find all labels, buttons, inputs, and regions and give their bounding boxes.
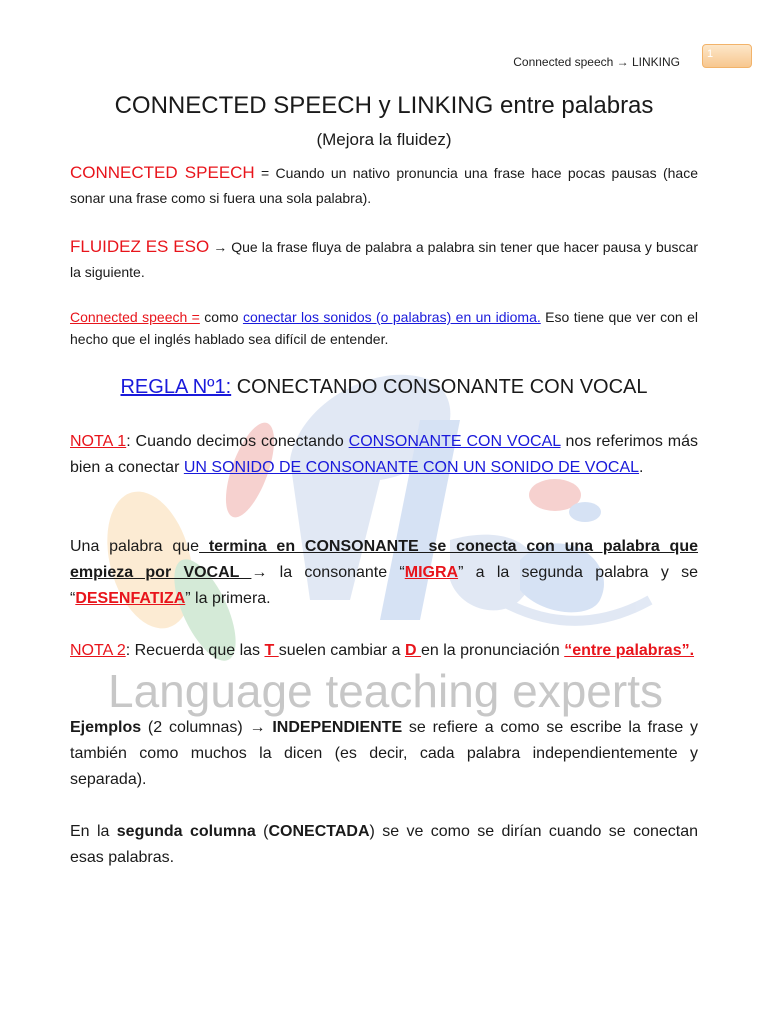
nota-1-text-c: nos referimos más bien a conectar [70, 433, 698, 476]
second-column-text-e: ) se ve como se dirían cuando se conectan esas palabras. [70, 823, 699, 866]
second-column-text-c: ( [255, 823, 269, 840]
examples-text-b: (2 columnas) → [141, 719, 273, 736]
nota-2-letter-t: T [264, 642, 279, 659]
conectada-word: CONECTADA [268, 823, 370, 840]
migra-word: MIGRA [404, 564, 459, 581]
page-title: CONNECTED SPEECH y LINKING entre palabras [114, 92, 654, 119]
examples-label: Ejemplos [70, 719, 142, 736]
nota-2 [70, 638, 698, 664]
examples-text-d: se refiere a como se escribe la frase y también como muchos la dicen (es decir, cada palabra independientemente y separada). [70, 719, 698, 788]
fluidez-definition [70, 234, 698, 285]
nota-2-text-a: : Recuerda que las [125, 642, 265, 659]
second-column-text-a: En la [70, 823, 117, 840]
nota-1-text-e: . [639, 459, 644, 476]
nota-2-label: NOTA 2 [70, 642, 126, 659]
migration-text-a: Una palabra que [70, 538, 200, 555]
connected-speech-note-rest: Eso tiene que ver con el hecho que el inglés hablado sea difícil de entender. [70, 309, 698, 347]
nota-1-highlight-2: UN SONIDO DE CONSONANTE CON UN SONIDO DE VOCAL [183, 459, 640, 476]
connected-speech-note-mid: como [199, 309, 243, 325]
nota-2-text-e: en la pronunciación [420, 642, 565, 659]
migration-text-c: → la consonante “ [251, 564, 405, 581]
nota-1-label: NOTA 1 [70, 433, 127, 450]
rule-1-text: CONECTANDO CONSONANTE CON VOCAL [231, 376, 648, 398]
watermark-tagline: Language teaching experts [108, 665, 663, 717]
nota-2-entre-palabras: “entre palabras”. [564, 642, 695, 659]
migration-text-e: ” a la segunda palabra y se “ [70, 564, 698, 607]
second-column-explanation [70, 819, 698, 871]
migration-text-g: ” la primera. [185, 590, 271, 607]
nota-2-letter-d: D [404, 642, 421, 659]
nota-1-text-a: : Cuando decimos conectando [126, 433, 349, 450]
page-number-badge: 1 [702, 44, 752, 68]
rule-1-heading [70, 376, 698, 399]
nota-1 [70, 429, 698, 481]
segunda-columna-word: segunda columna [116, 823, 256, 840]
page-subtitle: (Mejora la fluidez) [316, 130, 452, 149]
migration-highlight: termina en CONSONANTE se conecta con una palabra que empieza por VOCAL [70, 538, 699, 581]
nota-1-highlight-1: CONSONANTE CON VOCAL [348, 433, 561, 450]
examples-explanation [70, 715, 698, 793]
page-header: Connected speech → LINKING [513, 55, 680, 69]
migration-rule [70, 534, 698, 612]
connected-speech-note-link: conectar los sonidos (o palabras) en un idioma. [242, 309, 541, 325]
connected-speech-term: CONNECTED SPEECH [70, 163, 255, 182]
desenfatiza-word: DESENFATIZA [75, 590, 186, 607]
connected-speech-note-term: Connected speech = [70, 309, 200, 325]
connected-speech-definition [70, 160, 698, 211]
connected-speech-text: = Cuando un nativo pronuncia una frase hace pocas pausas (hace sonar una frase como si fuera una sola palabra). [70, 165, 698, 206]
connected-speech-note [70, 306, 698, 350]
rule-1-label: REGLA Nº1: [120, 376, 232, 398]
nota-2-text-c: suelen cambiar a [278, 642, 405, 659]
independiente-word: INDEPENDIENTE [272, 719, 403, 736]
fluidez-term: FLUIDEZ ES ESO [70, 237, 210, 256]
fluidez-text: → Que la frase fluya de palabra a palabra sin tener que hacer pausa y buscar la siguiente. [70, 239, 698, 280]
